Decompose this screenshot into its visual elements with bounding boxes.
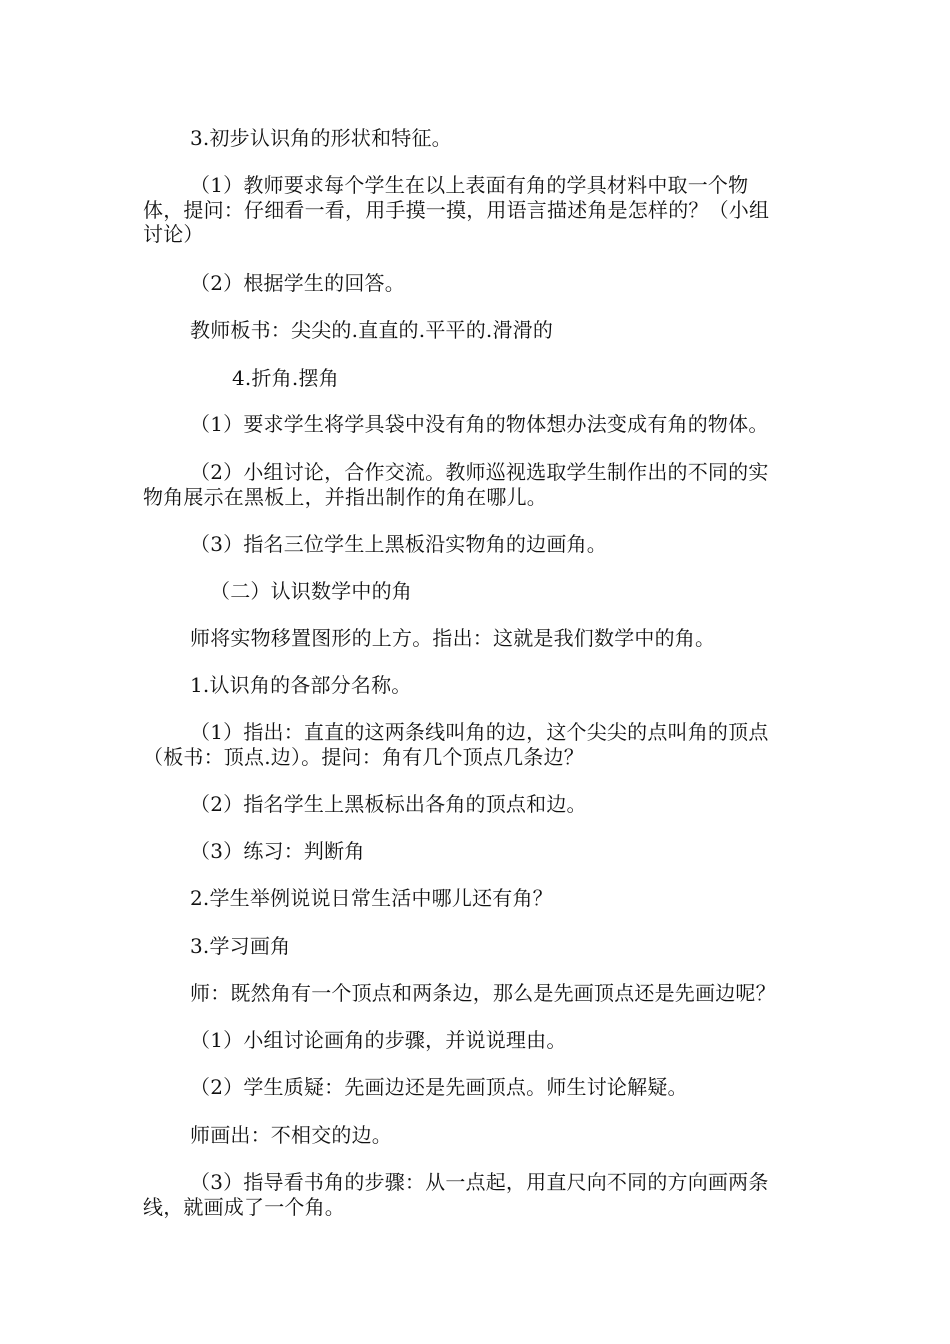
section-heading-shape-features: 3.初步认识角的形状和特征。: [190, 126, 452, 150]
paragraph-line: （3）指导看书角的步骤：从一点起，用直尺向不同的方向画两条: [190, 1170, 769, 1194]
paragraph-line: （2）学生质疑：先画边还是先画顶点。师生讨论解疑。: [190, 1075, 688, 1099]
paragraph-line: （1）要求学生将学具袋中没有角的物体想办法变成有角的物体。: [190, 412, 769, 436]
paragraph-line: 2.学生举例说说日常生活中哪儿还有角？: [190, 886, 553, 910]
section-heading-draw-angle: 3.学习画角: [190, 934, 291, 958]
paragraph-line: 讨论）: [143, 222, 204, 246]
section-heading-math-angle: （二）认识数学中的角: [210, 579, 412, 603]
paragraph-line: 师将实物移置图形的上方。指出：这就是我们数学中的角。: [190, 626, 716, 650]
paragraph-line: （2）小组讨论，合作交流。教师巡视选取学生制作出的不同的实: [190, 460, 769, 484]
paragraph-line: 线，就画成了一个角。: [143, 1195, 345, 1219]
paragraph-line: （1）小组讨论画角的步骤，并说说理由。: [190, 1028, 567, 1052]
paragraph-line: （1）教师要求每个学生在以上表面有角的学具材料中取一个物: [190, 173, 749, 197]
paragraph-line: 师画出：不相交的边。: [190, 1123, 392, 1147]
paragraph-line: （3）练习：判断角: [190, 839, 365, 863]
paragraph-line: （3）指名三位学生上黑板沿实物角的边画角。: [190, 532, 607, 556]
paragraph-line: 教师板书：尖尖的.直直的.平平的.滑滑的: [190, 318, 554, 342]
paragraph-line: 师：既然角有一个顶点和两条边，那么是先画顶点还是先画边呢？: [190, 981, 776, 1005]
paragraph-line: （1）指出：直直的这两条线叫角的边，这个尖尖的点叫角的顶点: [190, 720, 769, 744]
paragraph-line: 体，提问：仔细看一看，用手摸一摸，用语言描述角是怎样的？（小组: [143, 198, 770, 222]
paragraph-line: （2）根据学生的回答。: [190, 271, 405, 295]
section-heading-fold-angle: 4.折角.摆角: [232, 366, 339, 390]
section-heading-angle-parts: 1.认识角的各部分名称。: [190, 673, 412, 697]
paragraph-line: （板书：顶点.边）。提问：角有几个顶点几条边？: [143, 745, 584, 769]
paragraph-line: （2）指名学生上黑板标出各角的顶点和边。: [190, 792, 587, 816]
paragraph-line: 物角展示在黑板上，并指出制作的角在哪儿。: [143, 485, 547, 509]
